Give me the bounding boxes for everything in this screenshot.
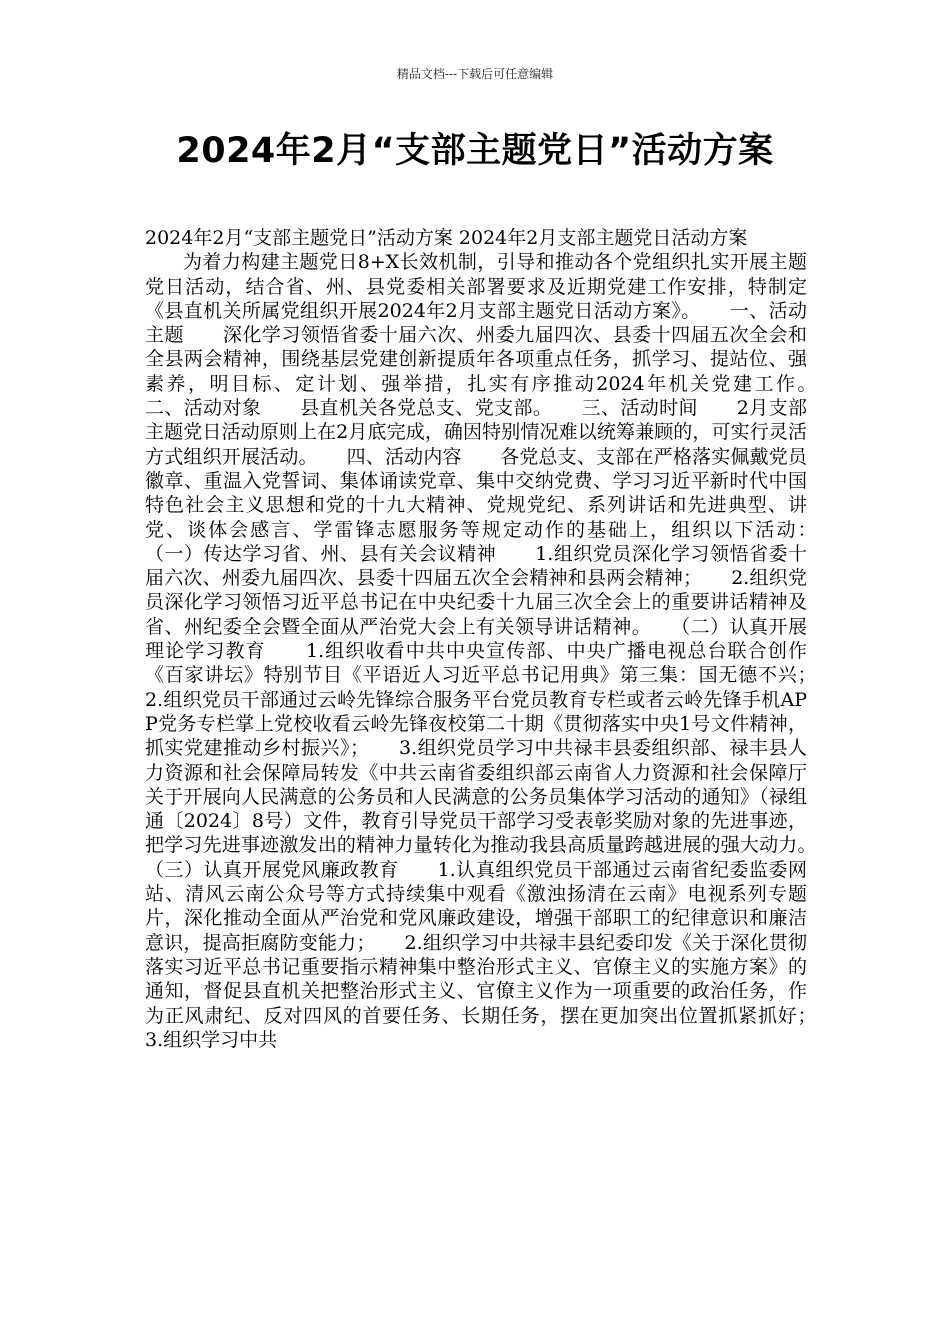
header-note: 精品文档---下载后可任意编辑 xyxy=(396,67,554,81)
document-body xyxy=(145,226,846,1052)
body-paragraph: 为着力构建主题党日8+X长效机制，引导和推动各个党组织扎实开展主题党日活动，结合省、州、县党委相关部署要求及近期党建工作安排，特制定《县直机关所属党组织开展2024年2月支部主题党日活动方案》。 一、活动主题 深化学习领悟省委十届六次、州委九届四次、县委十四届五次全会和全县两会精神，围绕基层党建创新提质年各项重点任务，抓学习、提站位、强素养，明目标、定计划、强举措，扎实有序推动2024年机关党建工作。 二、活动对象 县直机关各党总支、党支部。 三、活动时间 2月支部主题党日活动原则上在2月底完成，确因特别情况难以统筹兼顾的，可实行灵活方式组织开展活动。 四、活动内容 各党总支、支部在严格落实佩戴党员徽章、重温入党誓词、集体诵读党章、集中交纳党费、学习习近平新时代中国特色社会主义思想和党的十九大精神、党规党纪、系列讲话和先进典型、讲党、谈体会感言、学雷锋志愿服务等规定动作的基础上，组织以下活动： （一）传达学习省、州、县有关会议精神 1.组织党员深化学习领悟省委十届六次、州委九届四次、县委十四届五次全会精神和县两会精神； 2.组织党员深化学习领悟习近平总书记在中央纪委十九届三次全会上的重要讲话精神及省、州纪委全会暨全面从严治党大会上有关领导讲话精神。 （二）认真开展理论学习教育 1.组织收看中共中央宣传部、中央广播电视总台联合创作《百家讲坛》特别节目《平语近人习近平总书记用典》第三集：国无德不兴； 2.组织党员干部通过云岭先锋综合服务平台党员教育专栏或者云岭先锋手机APP党务专栏掌上党校收看云岭先锋夜校第二十期《贯彻落实中央1号文件精神，抓实党建推动乡村振兴》； 3.组织党员学习中共禄丰县委组织部、禄丰县人力资源和社会保障局转发《中共云南省委组织部云南省人力资源和社会保障厅关于开展向人民满意的公务员和人民满意的公务员集体学习活动的通知》（禄组通〔2024〕8号）文件，教育引导党员干部学习受表彰奖励对象的先进事迹，把学习先进事迹激发出的精神力量转化为推动我县高质量跨越进展的强大动力。 （三）认真开展党风廉政教育 1.认真组织党员干部通过云南省纪委监委网站、清风云南公众号等方式持续集中观看《激浊扬清在云南》电视系列专题片，深化推动全面从严治党和党风廉政建设，增强干部职工的纪律意识和廉洁意识，提高拒腐防变能力； 2.组织学习中共禄丰县纪委印发《关于深化贯彻落实习近平总书记重要指示精神集中整治形式主义、官僚主义的实施方案》的通知，督促县直机关把整治形式主义、官僚主义作为一项重要的政治任务，作为正风肃纪、反对四风的首要任务、长期任务，摆在更加突出位置抓紧抓好； 3.组织学习中共 xyxy=(145,251,846,1051)
document-title: 2024年2月“支部主题党日”活动方案 xyxy=(176,131,774,171)
lead-paragraph: 2024年2月“支部主题党日”活动方案 2024年2月支部主题党日活动方案 xyxy=(145,227,748,249)
